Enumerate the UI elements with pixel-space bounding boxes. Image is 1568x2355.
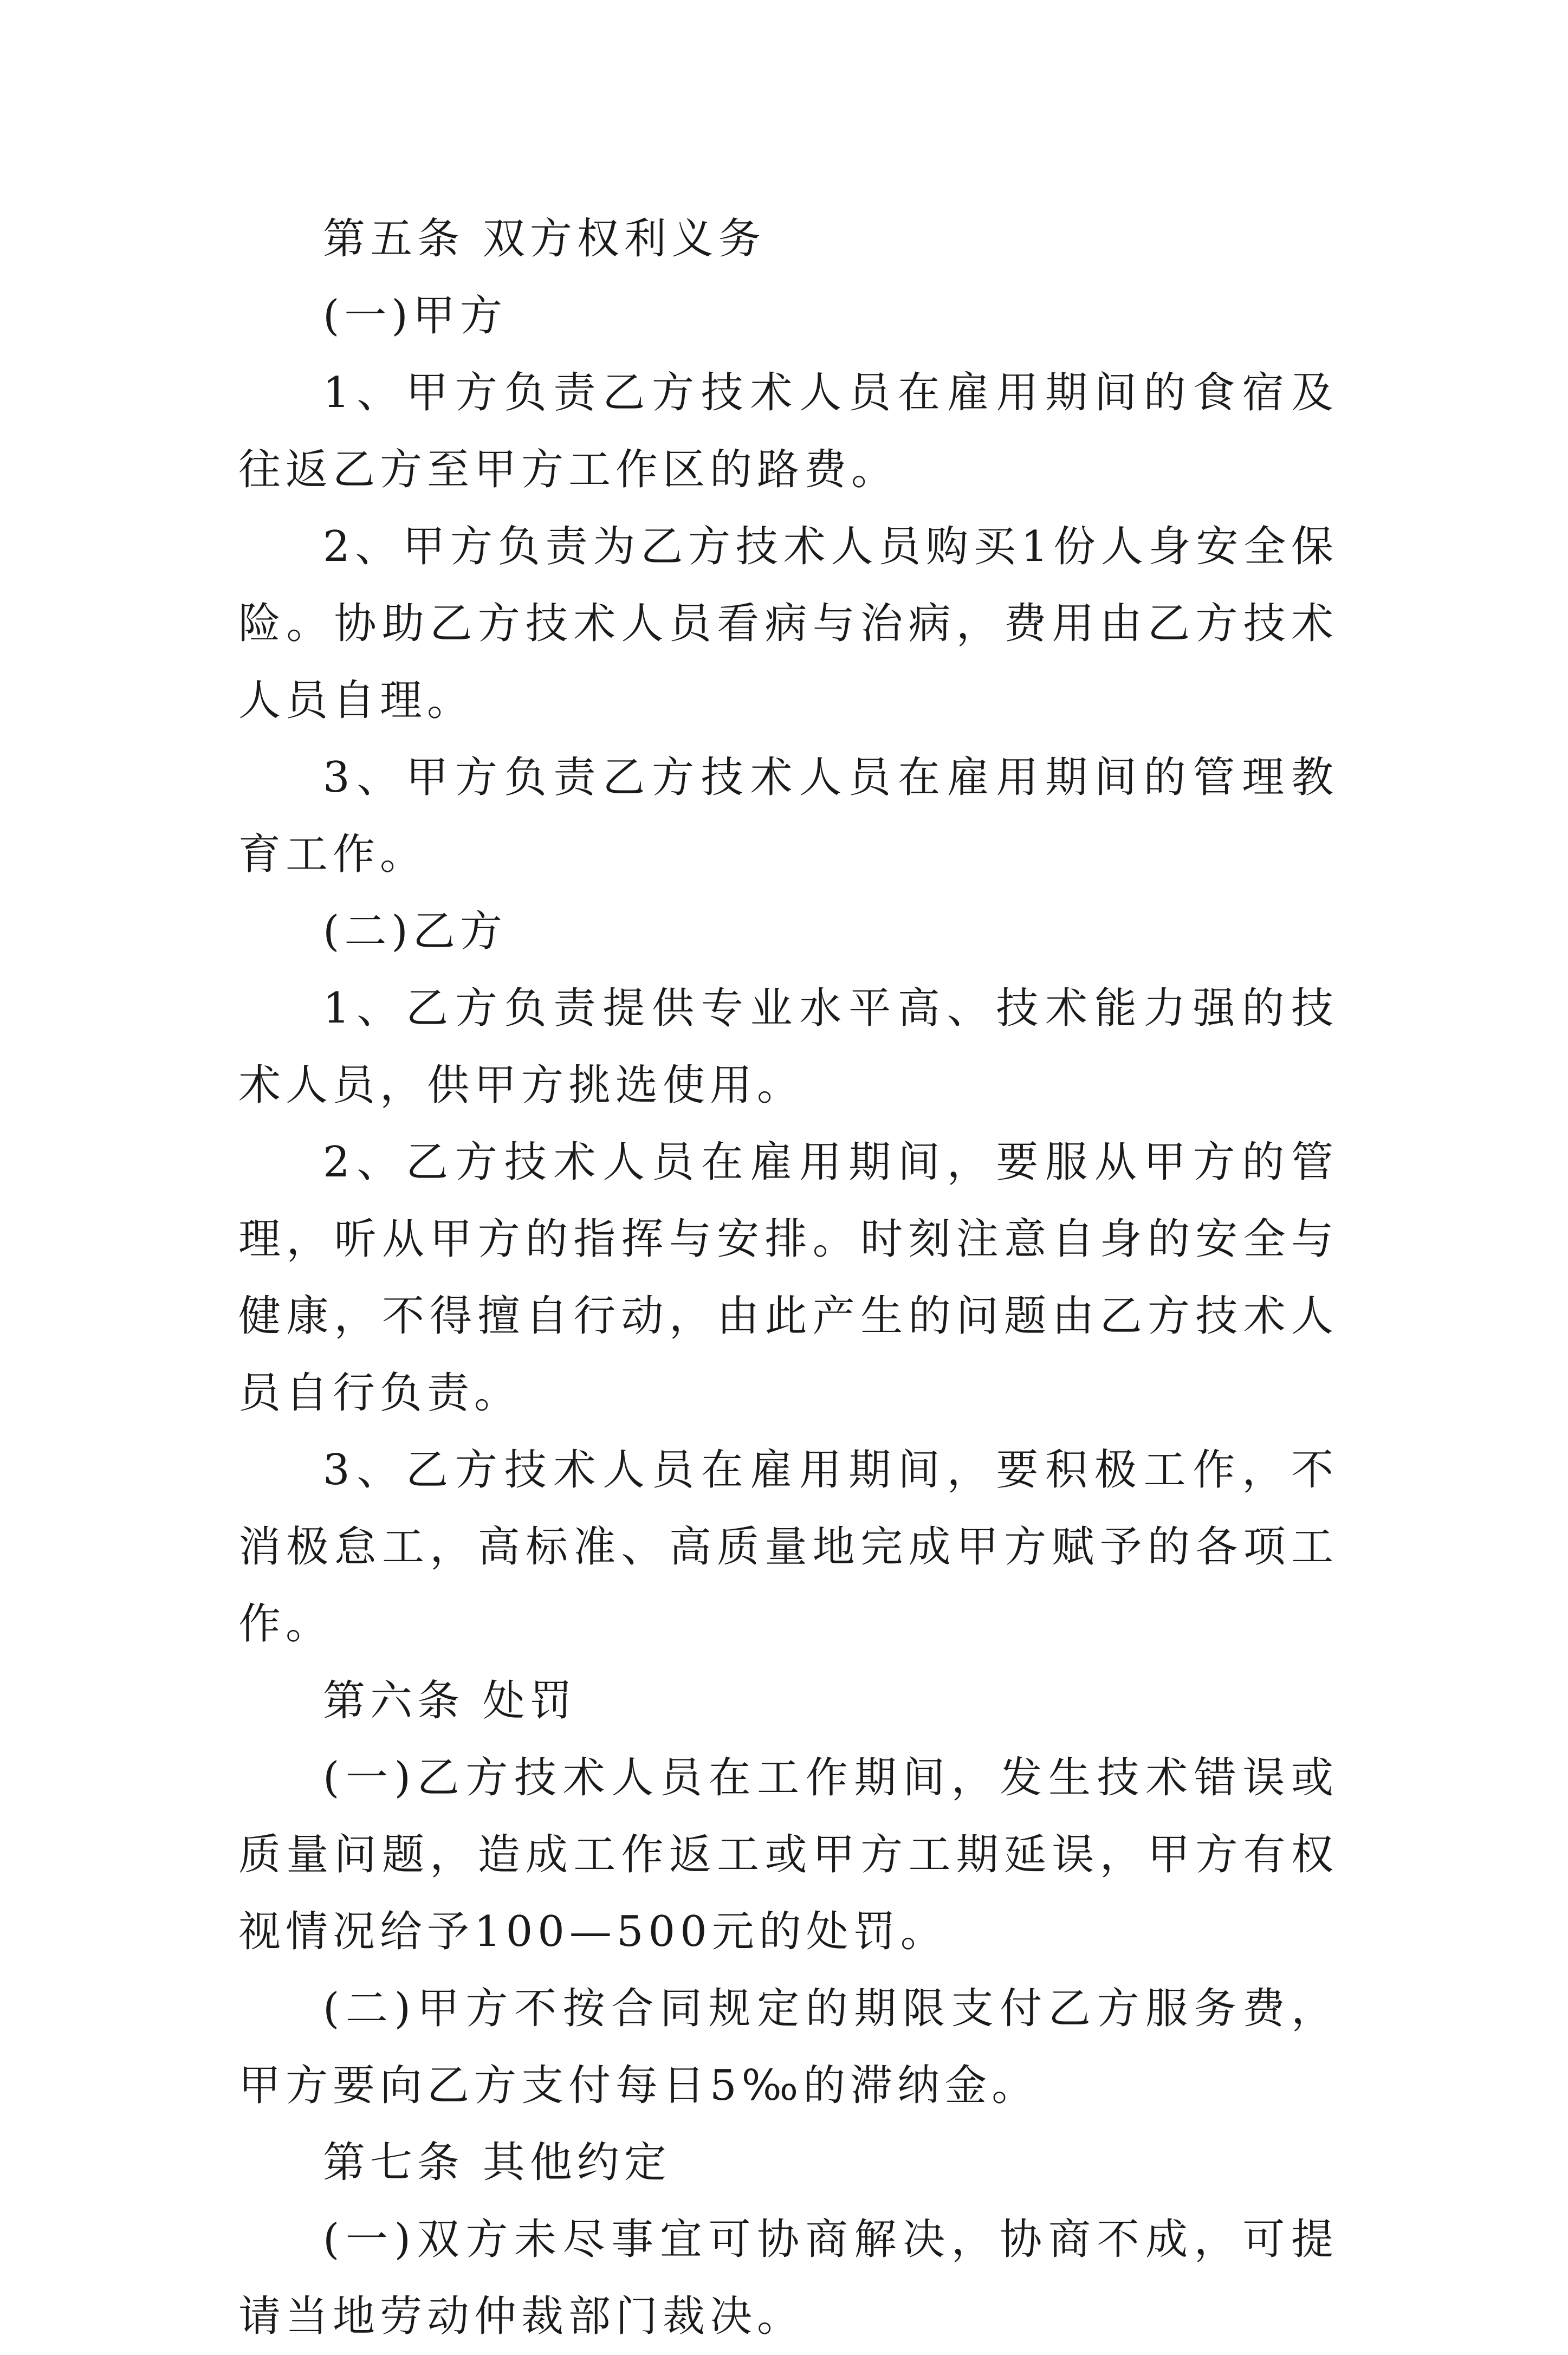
party-a-clause-1: 1、甲方负责乙方技术人员在雇用期间的食宿及往返乙方至甲方工作区的路费。	[238, 368, 1338, 494]
party-b-clause-3: 3、乙方技术人员在雇用期间，要积极工作，不消极怠工，高标准、高质量地完成甲方赋予的各项工作。	[238, 1446, 1338, 1648]
article-7-heading: 第七条 其他约定	[323, 2138, 671, 2187]
penalty-clause-1: (一)乙方技术人员在工作期间，发生技术错误或质量问题，造成工作返工或甲方工期延误，甲方有权视情况给予100—500元的处罚。	[238, 1754, 1338, 1956]
party-b-heading: (二)乙方	[323, 907, 507, 956]
article-6-heading: 第六条 处罚	[323, 1677, 577, 1725]
party-a-heading: (一)甲方	[323, 292, 507, 340]
other-clause-1: (一)双方未尽事宜可协商解决，协商不成，可提请当地劳动仲裁部门裁决。	[238, 2215, 1338, 2341]
penalty-clause-2: (二)甲方不按合同规定的期限支付乙方服务费，甲方要向乙方支付每日5‰的滞纳金。	[238, 1984, 1338, 2110]
party-b-clause-2: 2、乙方技术人员在雇用期间，要服从甲方的管理，听从甲方的指挥与安排。时刻注意自身的安全与健康，不得擅自行动，由此产生的问题由乙方技术人员自行负责。	[238, 1138, 1338, 1418]
party-a-clause-3: 3、甲方负责乙方技术人员在雇用期间的管理教育工作。	[238, 753, 1338, 879]
party-a-clause-2: 2、甲方负责为乙方技术人员购买1份人身安全保险。协助乙方技术人员看病与治病，费用由乙方技术人员自理。	[238, 522, 1338, 725]
document-page	[238, 200, 1338, 2355]
party-b-clause-1: 1、乙方负责提供专业水平高、技术能力强的技术人员，供甲方挑选使用。	[238, 984, 1338, 1110]
article-5-heading: 第五条 双方权利义务	[323, 215, 766, 263]
